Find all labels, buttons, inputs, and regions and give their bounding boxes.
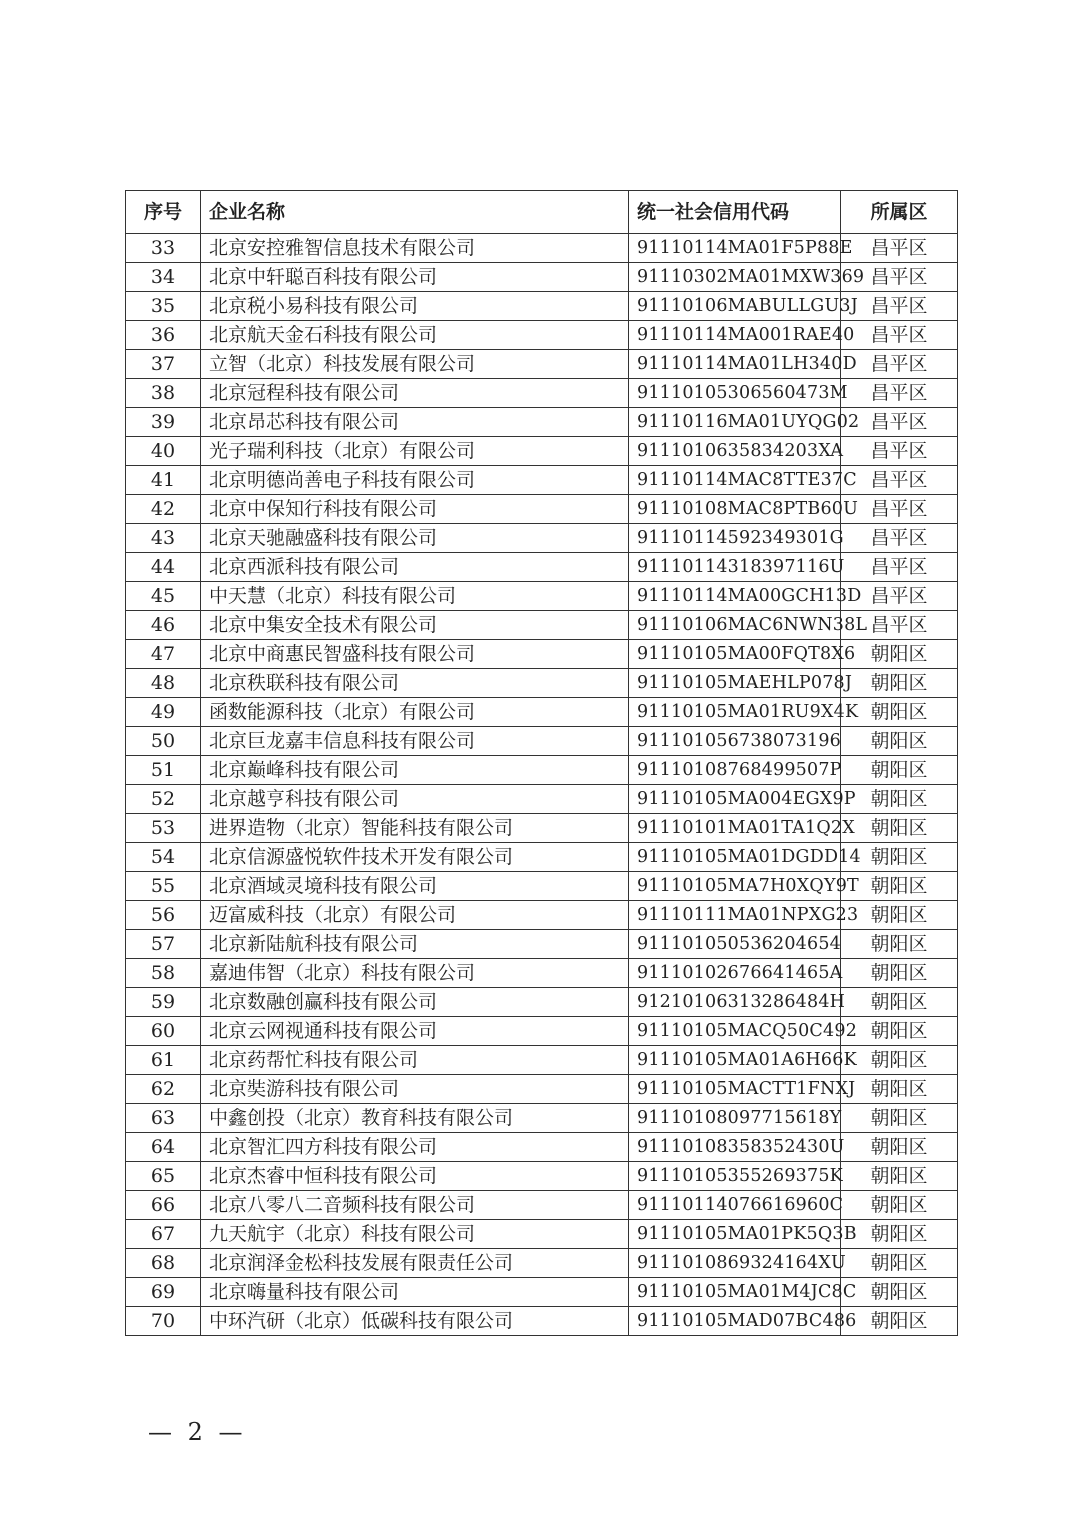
cell-serial-number: 54 (126, 843, 201, 872)
cell-credit-code: 91110105MA7H0XQY9T (629, 872, 841, 901)
cell-company-name: 函数能源科技（北京）有限公司 (201, 698, 629, 727)
cell-credit-code: 91110114076616960C (629, 1191, 841, 1220)
cell-credit-code: 91110105355269375K (629, 1162, 841, 1191)
cell-serial-number: 64 (126, 1133, 201, 1162)
table-row (126, 350, 958, 379)
cell-company-name: 嘉迪伟智（北京）科技有限公司 (201, 959, 629, 988)
cell-serial-number: 58 (126, 959, 201, 988)
cell-serial-number: 68 (126, 1249, 201, 1278)
cell-company-name: 北京中轩聪百科技有限公司 (201, 263, 629, 292)
cell-district: 朝阳区 (841, 1017, 958, 1046)
cell-serial-number: 44 (126, 553, 201, 582)
cell-credit-code: 91110114MA00GCH13D (629, 582, 841, 611)
table-row (126, 466, 958, 495)
cell-district: 朝阳区 (841, 959, 958, 988)
cell-district: 昌平区 (841, 379, 958, 408)
cell-company-name: 北京药帮忙科技有限公司 (201, 1046, 629, 1075)
cell-district: 朝阳区 (841, 1278, 958, 1307)
header-serial-number: 序号 (126, 191, 201, 234)
table-row (126, 495, 958, 524)
table-row (126, 1191, 958, 1220)
table-row (126, 263, 958, 292)
cell-company-name: 北京明德尚善电子科技有限公司 (201, 466, 629, 495)
cell-company-name: 九天航宇（北京）科技有限公司 (201, 1220, 629, 1249)
cell-company-name: 北京昂芯科技有限公司 (201, 408, 629, 437)
table-header-row (126, 191, 958, 234)
cell-district: 朝阳区 (841, 1133, 958, 1162)
cell-serial-number: 38 (126, 379, 201, 408)
cell-serial-number: 52 (126, 785, 201, 814)
cell-company-name: 中天慧（北京）科技有限公司 (201, 582, 629, 611)
cell-company-name: 北京越亨科技有限公司 (201, 785, 629, 814)
cell-credit-code: 91210106313286484H (629, 988, 841, 1017)
cell-district: 朝阳区 (841, 1162, 958, 1191)
cell-serial-number: 49 (126, 698, 201, 727)
cell-district: 昌平区 (841, 495, 958, 524)
cell-district: 朝阳区 (841, 901, 958, 930)
header-district: 所属区 (841, 191, 958, 234)
cell-district: 朝阳区 (841, 1046, 958, 1075)
cell-serial-number: 66 (126, 1191, 201, 1220)
cell-district: 昌平区 (841, 292, 958, 321)
table-row (126, 1307, 958, 1336)
cell-credit-code: 91110102676641465A (629, 959, 841, 988)
cell-serial-number: 67 (126, 1220, 201, 1249)
cell-company-name: 北京安控雅智信息技术有限公司 (201, 234, 629, 263)
cell-company-name: 进界造物（北京）智能科技有限公司 (201, 814, 629, 843)
enterprise-table (125, 190, 958, 1336)
cell-company-name: 北京天驰融盛科技有限公司 (201, 524, 629, 553)
cell-credit-code: 91110114MA01F5P88E (629, 234, 841, 263)
cell-district: 朝阳区 (841, 1249, 958, 1278)
cell-company-name: 北京中保知行科技有限公司 (201, 495, 629, 524)
cell-district: 昌平区 (841, 350, 958, 379)
cell-credit-code: 91110111MA01NPXG23 (629, 901, 841, 930)
cell-company-name: 北京八零八二音频科技有限公司 (201, 1191, 629, 1220)
table-row (126, 379, 958, 408)
cell-district: 朝阳区 (841, 785, 958, 814)
table-row (126, 292, 958, 321)
cell-serial-number: 46 (126, 611, 201, 640)
table-row (126, 1220, 958, 1249)
cell-credit-code: 91110114MA001RAE40 (629, 321, 841, 350)
table-row (126, 727, 958, 756)
table-row (126, 930, 958, 959)
cell-credit-code: 91110302MA01MXW369 (629, 263, 841, 292)
cell-serial-number: 63 (126, 1104, 201, 1133)
table-row (126, 553, 958, 582)
cell-serial-number: 50 (126, 727, 201, 756)
table-row (126, 1104, 958, 1133)
table-row (126, 582, 958, 611)
cell-district: 朝阳区 (841, 1307, 958, 1336)
cell-company-name: 中鑫创投（北京）教育科技有限公司 (201, 1104, 629, 1133)
cell-company-name: 北京云网视通科技有限公司 (201, 1017, 629, 1046)
table-row (126, 901, 958, 930)
table-row (126, 959, 958, 988)
cell-serial-number: 33 (126, 234, 201, 263)
cell-district: 朝阳区 (841, 1191, 958, 1220)
cell-district: 昌平区 (841, 263, 958, 292)
table-row (126, 640, 958, 669)
cell-credit-code: 91110114MA01LH340D (629, 350, 841, 379)
cell-district: 朝阳区 (841, 872, 958, 901)
cell-credit-code: 91110105MA01A6H66K (629, 1046, 841, 1075)
cell-credit-code: 91110105MAD07BC486 (629, 1307, 841, 1336)
cell-serial-number: 69 (126, 1278, 201, 1307)
table-row (126, 1017, 958, 1046)
cell-credit-code: 91110105MA01M4JC8C (629, 1278, 841, 1307)
cell-serial-number: 55 (126, 872, 201, 901)
cell-credit-code: 91110108358352430U (629, 1133, 841, 1162)
cell-company-name: 北京冠程科技有限公司 (201, 379, 629, 408)
cell-company-name: 北京杰睿中恒科技有限公司 (201, 1162, 629, 1191)
cell-company-name: 迈富威科技（北京）有限公司 (201, 901, 629, 930)
cell-serial-number: 35 (126, 292, 201, 321)
cell-company-name: 立智（北京）科技发展有限公司 (201, 350, 629, 379)
table-row (126, 1249, 958, 1278)
cell-credit-code: 91110108768499507P (629, 756, 841, 785)
cell-credit-code: 91110106MAC6NWN38L (629, 611, 841, 640)
cell-credit-code: 91110114MAC8TTE37C (629, 466, 841, 495)
cell-serial-number: 41 (126, 466, 201, 495)
cell-company-name: 北京巅峰科技有限公司 (201, 756, 629, 785)
table-row (126, 1278, 958, 1307)
cell-district: 朝阳区 (841, 930, 958, 959)
cell-serial-number: 47 (126, 640, 201, 669)
table-row (126, 669, 958, 698)
cell-credit-code: 91110105MAEHLP078J (629, 669, 841, 698)
cell-credit-code: 91110108MAC8PTB60U (629, 495, 841, 524)
cell-company-name: 北京航天金石科技有限公司 (201, 321, 629, 350)
cell-company-name: 北京西派科技有限公司 (201, 553, 629, 582)
cell-serial-number: 51 (126, 756, 201, 785)
cell-company-name: 北京润泽金松科技发展有限责任公司 (201, 1249, 629, 1278)
cell-serial-number: 45 (126, 582, 201, 611)
table-row (126, 988, 958, 1017)
cell-serial-number: 39 (126, 408, 201, 437)
cell-district: 朝阳区 (841, 988, 958, 1017)
cell-district: 昌平区 (841, 611, 958, 640)
table-row (126, 785, 958, 814)
cell-serial-number: 48 (126, 669, 201, 698)
cell-company-name: 北京信源盛悦软件技术开发有限公司 (201, 843, 629, 872)
header-company-name: 企业名称 (201, 191, 629, 234)
cell-credit-code: 91110116MA01UYQG02 (629, 408, 841, 437)
cell-district: 朝阳区 (841, 727, 958, 756)
cell-credit-code: 91110105MACTT1FNXJ (629, 1075, 841, 1104)
cell-credit-code: 91110114592349301G (629, 524, 841, 553)
cell-credit-code: 91110108097715618Y (629, 1104, 841, 1133)
cell-serial-number: 59 (126, 988, 201, 1017)
cell-serial-number: 43 (126, 524, 201, 553)
cell-district: 昌平区 (841, 234, 958, 263)
cell-company-name: 北京酒域灵境科技有限公司 (201, 872, 629, 901)
header-credit-code: 统一社会信用代码 (629, 191, 841, 234)
cell-company-name: 北京新陆航科技有限公司 (201, 930, 629, 959)
cell-district: 昌平区 (841, 524, 958, 553)
cell-serial-number: 37 (126, 350, 201, 379)
page-number: — 2 — (148, 1418, 247, 1446)
cell-credit-code: 91110105MA004EGX9P (629, 785, 841, 814)
cell-company-name: 北京智汇四方科技有限公司 (201, 1133, 629, 1162)
table-body (126, 234, 958, 1336)
cell-company-name: 北京秩联科技有限公司 (201, 669, 629, 698)
cell-credit-code: 9111010530656047​3M (629, 379, 841, 408)
cell-credit-code: 91110105MA00FQT8X6 (629, 640, 841, 669)
cell-serial-number: 36 (126, 321, 201, 350)
table-row (126, 524, 958, 553)
cell-district: 昌平区 (841, 321, 958, 350)
cell-serial-number: 61 (126, 1046, 201, 1075)
cell-serial-number: 65 (126, 1162, 201, 1191)
cell-credit-code: 91110105MACQ50C492 (629, 1017, 841, 1046)
cell-district: 昌平区 (841, 408, 958, 437)
table-row (126, 408, 958, 437)
table-row (126, 234, 958, 263)
cell-credit-code: 9111010635834203XA (629, 437, 841, 466)
cell-company-name: 光子瑞利科技（北京）有限公司 (201, 437, 629, 466)
cell-serial-number: 57 (126, 930, 201, 959)
cell-district: 朝阳区 (841, 756, 958, 785)
cell-serial-number: 70 (126, 1307, 201, 1336)
cell-district: 朝阳区 (841, 843, 958, 872)
table-row (126, 872, 958, 901)
cell-serial-number: 56 (126, 901, 201, 930)
cell-company-name: 中环汽研（北京）低碳科技有限公司 (201, 1307, 629, 1336)
cell-company-name: 北京数融创赢科技有限公司 (201, 988, 629, 1017)
table-row (126, 756, 958, 785)
table-row (126, 1133, 958, 1162)
cell-credit-code: 911101056738073196 (629, 727, 841, 756)
cell-credit-code: 91110101MA01TA1Q2X (629, 814, 841, 843)
cell-district: 昌平区 (841, 437, 958, 466)
cell-credit-code: 91110105MA01DGDD14 (629, 843, 841, 872)
table-row (126, 1162, 958, 1191)
cell-credit-code: 911101050536204654 (629, 930, 841, 959)
cell-credit-code: 91110105MA01RU9X4K (629, 698, 841, 727)
table-row (126, 1075, 958, 1104)
table-row (126, 611, 958, 640)
cell-district: 朝阳区 (841, 640, 958, 669)
cell-district: 朝阳区 (841, 1220, 958, 1249)
cell-district: 朝阳区 (841, 1075, 958, 1104)
cell-company-name: 北京中商惠民智盛科技有限公司 (201, 640, 629, 669)
cell-company-name: 北京嗨量科技有限公司 (201, 1278, 629, 1307)
enterprise-table-container (125, 190, 957, 1336)
cell-company-name: 北京中集安全技术有限公司 (201, 611, 629, 640)
table-row (126, 814, 958, 843)
table-row (126, 321, 958, 350)
cell-serial-number: 42 (126, 495, 201, 524)
cell-credit-code: 91110105MA01PK5Q3B (629, 1220, 841, 1249)
table-row (126, 698, 958, 727)
cell-district: 朝阳区 (841, 1104, 958, 1133)
cell-serial-number: 40 (126, 437, 201, 466)
table-row (126, 843, 958, 872)
cell-district: 昌平区 (841, 466, 958, 495)
table-row (126, 437, 958, 466)
cell-serial-number: 53 (126, 814, 201, 843)
cell-credit-code: 91110108693241​64XU (629, 1249, 841, 1278)
cell-district: 朝阳区 (841, 698, 958, 727)
cell-district: 昌平区 (841, 582, 958, 611)
cell-district: 昌平区 (841, 553, 958, 582)
cell-district: 朝阳区 (841, 814, 958, 843)
cell-district: 朝阳区 (841, 669, 958, 698)
table-row (126, 1046, 958, 1075)
cell-company-name: 北京巨龙嘉丰信息科技有限公司 (201, 727, 629, 756)
cell-company-name: 北京税小易科技有限公司 (201, 292, 629, 321)
cell-serial-number: 62 (126, 1075, 201, 1104)
cell-serial-number: 34 (126, 263, 201, 292)
cell-serial-number: 60 (126, 1017, 201, 1046)
cell-company-name: 北京奘游科技有限公司 (201, 1075, 629, 1104)
cell-credit-code: 91110114318397116U (629, 553, 841, 582)
cell-credit-code: 91110106MABULLGU3J (629, 292, 841, 321)
